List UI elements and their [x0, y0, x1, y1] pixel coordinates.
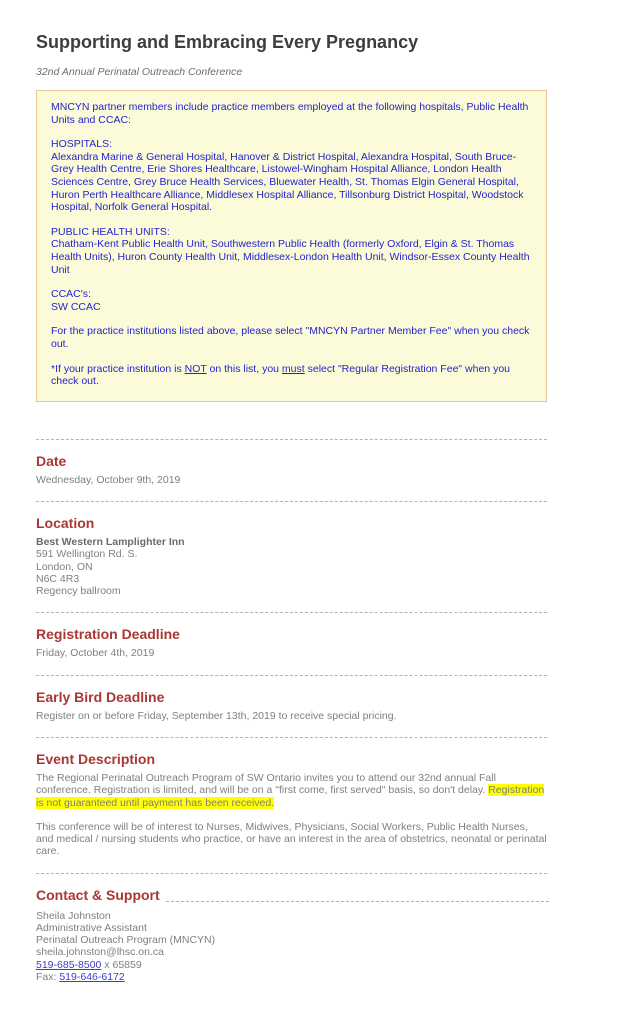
phone-link[interactable]: 519-685-8500	[36, 958, 102, 971]
hospitals-list	[51, 138, 532, 214]
date-section	[36, 440, 547, 501]
ccac-label: CCAC's:	[51, 288, 91, 301]
registration-deadline-heading: Registration Deadline	[36, 626, 180, 643]
warning-not-emphasis: NOT	[184, 362, 207, 375]
location-heading: Location	[36, 514, 95, 531]
venue-postal-code: N6C 4R3	[36, 572, 80, 585]
venue-name: Best Western Lamplighter Inn	[36, 535, 185, 548]
hospitals-label: HOSPITALS:	[51, 138, 113, 151]
public-health-units-names: Chatham-Kent Public Health Unit, Southwestern Public Health (formerly Oxford, Elgin & St. Thomas Health Units), Huron County Health Unit, Middlesex-London Health Unit, Windsor-Essex County Health Unit	[51, 238, 530, 276]
ccac-names: SW CCAC	[51, 300, 101, 313]
warning-must-emphasis: must	[281, 362, 305, 375]
date-value: Wednesday, October 9th, 2019	[36, 473, 181, 486]
warning-suffix: select "Regular Registration Fee" when you check out.	[51, 362, 510, 388]
registration-deadline-value: Friday, October 4th, 2019	[36, 647, 155, 660]
contact-fax-line	[36, 971, 547, 983]
ccac-list	[51, 288, 532, 313]
registration-deadline-section	[36, 613, 547, 674]
contact-support-heading: Contact & Support	[36, 887, 166, 903]
contact-email: sheila.johnston@lhsc.on.ca	[36, 946, 164, 959]
venue-street: 591 Wellington Rd. S.	[36, 548, 138, 561]
payment-warning-highlight: Registration is not guaranteed until payment has been received.	[36, 784, 545, 809]
partner-fee-note: For the practice institutions listed above, please select "MNCYN Partner Member Fee" when you check out.	[51, 325, 530, 350]
regular-fee-warning	[51, 363, 532, 388]
venue-room: Regency ballroom	[36, 585, 121, 598]
warning-mid: on this list, you	[206, 362, 282, 375]
early-bird-section	[36, 676, 547, 737]
contact-name: Sheila Johnston	[36, 909, 111, 922]
event-description-para1	[36, 772, 547, 809]
warning-prefix: *If your practice institution is	[51, 362, 185, 375]
contact-phone-line	[36, 959, 547, 971]
event-content	[36, 31, 547, 998]
early-bird-value: Register on or before Friday, September 13th, 2019 to receive special pricing.	[36, 709, 397, 722]
location-section	[36, 502, 547, 612]
public-health-units-list	[51, 226, 532, 276]
event-description-heading: Event Description	[36, 750, 156, 767]
phone-extension: x 65859	[101, 958, 142, 971]
contact-support-section	[36, 874, 547, 999]
partner-notice-box	[36, 90, 547, 402]
fax-label: Fax:	[36, 971, 60, 984]
event-description-text: The Regional Perinatal Outreach Program of SW Ontario invites you to attend our 32nd annual Fall conference. Registration is limited, and will be on a "first come, first served" basis, so don't delay.	[36, 771, 496, 797]
contact-role: Administrative Assistant	[36, 921, 147, 934]
page-title: Supporting and Embracing Every Pregnancy	[36, 32, 419, 52]
event-description-section	[36, 738, 547, 873]
fax-link[interactable]: 519-646-6172	[59, 971, 125, 984]
partner-notice-intro: MNCYN partner members include practice members employed at the following hospitals, Public Health Units and CCAC:	[51, 101, 529, 126]
venue-city: London, ON	[36, 560, 93, 573]
early-bird-heading: Early Bird Deadline	[36, 688, 165, 705]
contact-organization: Perinatal Outreach Program (MNCYN)	[36, 934, 216, 947]
page-subtitle: 32nd Annual Perinatal Outreach Conference	[36, 66, 243, 78]
event-description-para2: This conference will be of interest to Nurses, Midwives, Physicians, Social Workers, Public Health Nurses, and medical / nursing students who practice, or have an interest in the area of obstetrics, neonatal or perinatal care.	[36, 820, 547, 858]
public-health-units-label: PUBLIC HEALTH UNITS:	[51, 225, 170, 238]
date-heading: Date	[36, 452, 67, 469]
hospitals-names: Alexandra Marine & General Hospital, Hanover & District Hospital, Alexandra Hospital, South Bruce-Grey Health Centre, Erie Shores Healthcare, Listowel-Wingham Hospital Alliance, London Health Sciences Centre, Grey Bruce Health Services, Bluewater Health, St. Thomas Elgin General Hospital, Huron Perth Healthcare Alliance, Middlesex Hospital Alliance, Tillsonburg District Hospital, Woodstock Hospital, Norfolk General Hospital.	[51, 150, 524, 214]
contact-heading-row	[36, 887, 547, 905]
